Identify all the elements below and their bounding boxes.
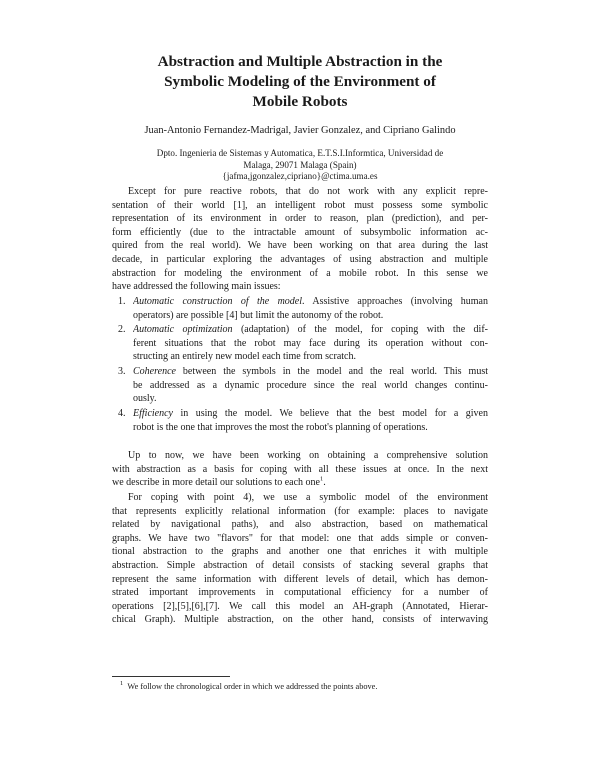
text-line: represent the same information with different levels of detail, which has demon- — [112, 573, 488, 585]
text-line: have addressed the following main issues: — [112, 281, 281, 293]
text-line: that represents explicitly relational information (for example: places to navigate — [112, 505, 488, 517]
text-line: ously. — [133, 393, 157, 405]
intro-paragraph — [112, 185, 488, 294]
text-line: form efficiently (due to the intractable amount of subsymbolic information ac- — [112, 226, 488, 238]
text-fragment: (adaptation) of the model, for coping with the dif- — [232, 324, 488, 335]
text-line: decade, in particular exploring the advantages of using abstraction and multiple — [112, 253, 488, 265]
list-item-lead: Automatic construction of the model — [133, 296, 303, 307]
list-item-lead: Coherence — [133, 366, 176, 377]
text-line: structing an entirely new model each time from scratch. — [133, 351, 356, 363]
text-fragment: between the symbols in the model and the real world. This must — [175, 366, 488, 377]
paragraph-2 — [112, 449, 488, 490]
footnote-marker: 1 — [320, 476, 324, 483]
text-line: quired from the real world). We have been working on that area during the last — [112, 240, 488, 252]
list-item-lead: Efficiency — [133, 408, 173, 419]
text-line: abstraction for modeling the environment of a mobile robot. In this sense we — [112, 267, 488, 279]
text-fragment: . Assistive approaches (involving human — [302, 296, 488, 307]
text-line: with abstraction as a basis for coping with all these issues at once. In the next — [112, 463, 488, 475]
text-line: representation of its environment in order to reason, plan (prediction), and per- — [112, 213, 488, 225]
text-line: be addressed as a dynamic procedure since the real world changes continu- — [133, 379, 488, 391]
text-line: robot is the one that improves the most the robot's planning of operations. — [133, 421, 428, 433]
text-fragment: in using the model. We believe that the best model for a given — [172, 408, 488, 419]
footnote-number: 1 — [120, 680, 124, 688]
list-number: 4. — [118, 408, 126, 419]
paper-title — [110, 52, 490, 112]
list-item-lead: Automatic optimization — [133, 324, 233, 335]
text-fragment: . — [323, 477, 326, 489]
list-number: 3. — [118, 366, 126, 377]
text-line: strated important improvements in computational efficiency for a number of — [112, 587, 488, 599]
text-line: abstraction. Simple abstraction of detail consists of stacking several graphs that — [112, 559, 488, 571]
footnote-text: We follow the chronological order in which we addressed the points above. — [127, 682, 378, 691]
list-number: 2. — [118, 324, 126, 335]
author-list: Juan-Antonio Fernandez-Madrigal, Javier Gonzalez, and Cipriano Galindo — [144, 125, 456, 136]
text-line: sentation of their world [1], an intelligent robot must possess some symbolic — [112, 199, 488, 211]
paragraph-3 — [112, 491, 488, 627]
affiliation-line: Dpto. Ingenieria de Sistemas y Automatica, E.T.S.I.Informtica, Universidad de — [156, 148, 444, 158]
text-line: For coping with point 4), we use a symbolic model of the environment — [128, 492, 488, 503]
title-line: Mobile Robots — [252, 93, 348, 110]
author-emails: {jafma,jgonzalez,cipriano}@ctima.uma.es — [222, 171, 378, 181]
affiliation-line: Malaga, 29071 Malaga (Spain) — [243, 159, 357, 170]
text-line: tional abstraction to the graphs and another one that enriches it with multiple — [112, 546, 488, 558]
footnote — [120, 681, 377, 692]
text-line: operators) are possible [4] but limit the autonomy of the robot. — [133, 309, 384, 321]
text-line: related by navigational paths), and also abstraction, based on mathematical — [112, 519, 488, 531]
text-line: graphs. We have two "flavors" for that model: one that adds simple or conven- — [112, 532, 488, 544]
title-line: Abstraction and Multiple Abstraction in the — [157, 53, 443, 70]
text-line: ferent situations that the robot may face during its operation without con- — [133, 337, 488, 349]
title-line: Symbolic Modeling of the Environment of — [164, 73, 436, 90]
text-line: Except for pure reactive robots, that do not work with any explicit repre- — [128, 186, 488, 197]
text-line: Up to now, we have been working on obtaining a comprehensive solution — [128, 450, 488, 461]
text-line: operations [2],[5],[6],[7]. We call this model an AH-graph (Annotated, Hierar- — [112, 600, 488, 612]
footnote-divider — [112, 676, 230, 677]
affiliation — [150, 148, 450, 183]
list-number: 1. — [118, 296, 126, 307]
text-fragment: we describe in more detail our solutions to each one — [112, 477, 320, 489]
text-line: chical Graph). Multiple abstraction, on the other hand, consists of interwaving — [112, 614, 488, 626]
